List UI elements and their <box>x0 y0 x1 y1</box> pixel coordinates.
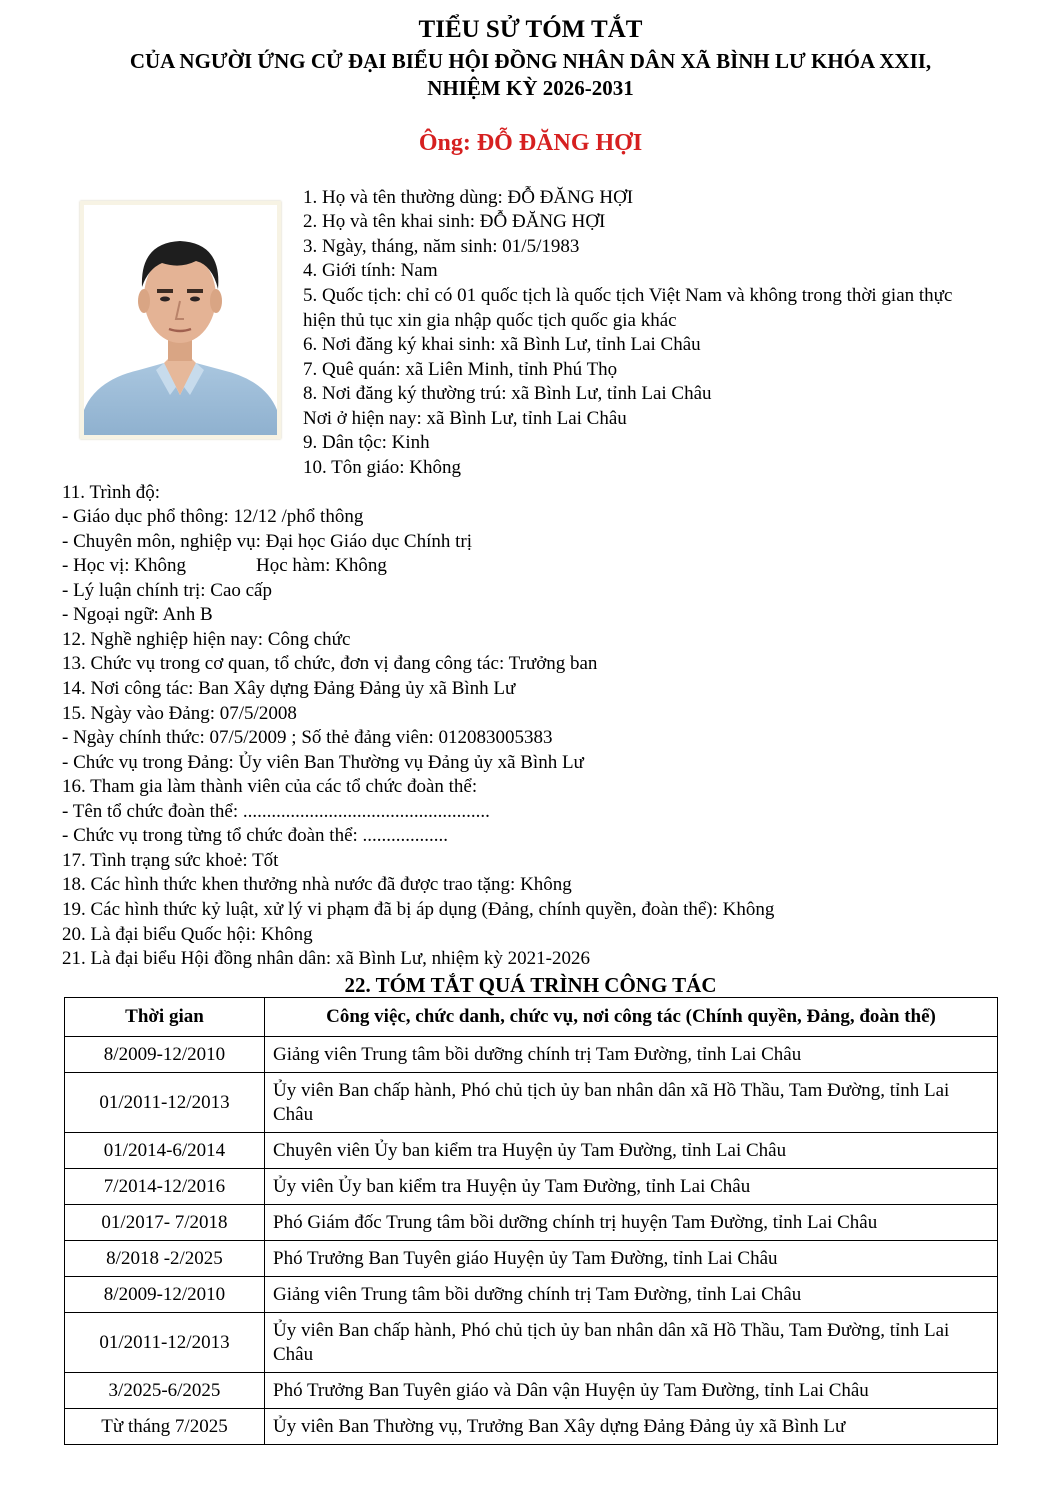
info-national-assembly: 20. Là đại biểu Quốc hội: Không <box>62 924 313 945</box>
info-party-join-date: 15. Ngày vào Đảng: 07/5/2008 <box>62 703 297 724</box>
info-foreign-language: - Ngoại ngữ: Anh B <box>62 604 213 625</box>
info-workplace: 14. Nơi công tác: Ban Xây dựng Đảng Đảng ủy xã Bình Lư <box>62 678 516 699</box>
info-current-residence: Nơi ở hiện nay: xã Bình Lư, tỉnh Lai Châu <box>303 408 627 429</box>
table-row <box>65 1313 998 1373</box>
table-row <box>65 1037 998 1073</box>
info-gender: 4. Giới tính: Nam <box>303 260 438 281</box>
table-row <box>65 1241 998 1277</box>
row-time: 01/2014-6/2014 <box>65 1133 265 1169</box>
row-time: 8/2009-12/2010 <box>65 1037 265 1073</box>
row-work: Phó Giám đốc Trung tâm bồi dưỡng chính trị huyện Tam Đường, tỉnh Lai Châu <box>265 1205 998 1241</box>
info-political-theory: - Lý luận chính trị: Cao cấp <box>62 580 272 601</box>
info-nationality: 5. Quốc tịch: chỉ có 01 quốc tịch là quốc tịch Việt Nam và không trong thời gian thực <box>303 285 953 306</box>
info-academic-title: Học hàm: Không <box>256 555 387 576</box>
info-organization-position: - Chức vụ trong từng tổ chức đoàn thể: .................. <box>62 825 449 846</box>
info-organizations-header: 16. Tham gia làm thành viên của các tổ chức đoàn thể: <box>62 776 478 797</box>
info-birth-registration: 6. Nơi đăng ký khai sinh: xã Bình Lư, tỉnh Lai Châu <box>303 334 701 355</box>
info-party-position: - Chức vụ trong Đảng: Ủy viên Ban Thường vụ Đảng ủy xã Bình Lư <box>62 752 584 773</box>
table-row <box>65 1073 998 1133</box>
row-work: Ủy viên Ủy ban kiểm tra Huyện ủy Tam Đường, tỉnh Lai Châu <box>265 1169 998 1205</box>
info-education-header: 11. Trình độ: <box>62 482 161 503</box>
row-time: 01/2011-12/2013 <box>65 1313 265 1373</box>
row-work: Giảng viên Trung tâm bồi dưỡng chính trị Tam Đường, tỉnh Lai Châu <box>265 1277 998 1313</box>
doc-term: NHIỆM KỲ 2026-2031 <box>427 76 634 100</box>
info-degree <box>62 554 387 578</box>
info-specialization: - Chuyên môn, nghiệp vụ: Đại học Giáo dục Chính trị <box>62 531 473 552</box>
doc-title: TIỂU SỬ TÓM TẮT <box>418 16 643 43</box>
info-birth-name: 2. Họ và tên khai sinh: ĐỖ ĐĂNG HỢI <box>303 211 606 232</box>
info-awards: 18. Các hình thức khen thưởng nhà nước đã được trao tặng: Không <box>62 874 572 895</box>
row-work: Ủy viên Ban Thường vụ, Trưởng Ban Xây dựng Đảng Đảng ủy xã Bình Lư <box>265 1409 998 1445</box>
row-time: 8/2018 -2/2025 <box>65 1241 265 1277</box>
career-table <box>64 997 998 1445</box>
row-time: 7/2014-12/2016 <box>65 1169 265 1205</box>
row-work: Phó Trưởng Ban Tuyên giáo Huyện ủy Tam Đường, tỉnh Lai Châu <box>265 1241 998 1277</box>
row-work: Phó Trưởng Ban Tuyên giáo và Dân vận Huyện ủy Tam Đường, tỉnh Lai Châu <box>265 1373 998 1409</box>
table-row <box>65 1205 998 1241</box>
candidate-photo <box>80 201 281 439</box>
info-organization-name: - Tên tổ chức đoàn thể: .................................................... <box>62 801 490 822</box>
row-work: Ủy viên Ban chấp hành, Phó chủ tịch ủy ban nhân dân xã Hồ Thầu, Tam Đường, tỉnh Lai Châu <box>265 1313 998 1373</box>
info-hometown: 7. Quê quán: xã Liên Minh, tỉnh Phú Thọ <box>303 359 618 380</box>
info-party-official-date: - Ngày chính thức: 07/5/2009 ; Số thẻ đảng viên: 012083005383 <box>62 727 553 748</box>
table-row <box>65 1169 998 1205</box>
row-work: Giảng viên Trung tâm bồi dưỡng chính trị Tam Đường, tỉnh Lai Châu <box>265 1037 998 1073</box>
row-work: Ủy viên Ban chấp hành, Phó chủ tịch ủy ban nhân dân xã Hồ Thầu, Tam Đường, tỉnh Lai Châu <box>265 1073 998 1133</box>
info-council-member: 21. Là đại biểu Hội đồng nhân dân: xã Bình Lư, nhiệm kỳ 2021-2026 <box>62 948 590 969</box>
info-academic-degree: - Học vị: Không <box>62 555 187 576</box>
table-row <box>65 1277 998 1313</box>
row-time: 8/2009-12/2010 <box>65 1277 265 1313</box>
info-general-education: - Giáo dục phổ thông: 12/12 /phổ thông <box>62 506 364 527</box>
info-religion: 10. Tôn giáo: Không <box>303 457 461 478</box>
info-permanent-residence: 8. Nơi đăng ký thường trú: xã Bình Lư, tỉnh Lai Châu <box>303 383 712 404</box>
row-work: Chuyên viên Ủy ban kiểm tra Huyện ủy Tam Đường, tỉnh Lai Châu <box>265 1133 998 1169</box>
row-time: 01/2017- 7/2018 <box>65 1205 265 1241</box>
doc-subtitle: CỦA NGƯỜI ỨNG CỬ ĐẠI BIỂU HỘI ĐỒNG NHÂN DÂN XÃ BÌNH LƯ KHÓA XXII, <box>129 49 932 73</box>
info-position: 13. Chức vụ trong cơ quan, tổ chức, đơn vị đang công tác: Trưởng ban <box>62 653 598 674</box>
info-discipline: 19. Các hình thức kỷ luật, xử lý vi phạm đã bị áp dụng (Đảng, chính quyền, đoàn thể): Không <box>62 899 775 920</box>
table-row <box>65 1373 998 1409</box>
table-row <box>65 1133 998 1169</box>
table-row <box>65 1409 998 1445</box>
info-common-name: 1. Họ và tên thường dùng: ĐỖ ĐĂNG HỢI <box>303 187 634 208</box>
row-time: Từ tháng 7/2025 <box>65 1409 265 1445</box>
career-table-title: 22. TÓM TẮT QUÁ TRÌNH CÔNG TÁC <box>344 973 717 997</box>
candidate-name: Ông: ĐỖ ĐĂNG HỢI <box>418 130 643 156</box>
info-nationality-cont: hiện thủ tục xin gia nhập quốc tịch quốc gia khác <box>303 310 677 331</box>
row-time: 01/2011-12/2013 <box>65 1073 265 1133</box>
career-table-header <box>65 998 998 1037</box>
row-time: 3/2025-6/2025 <box>65 1373 265 1409</box>
col-time-header: Thời gian <box>65 998 265 1037</box>
info-health: 17. Tình trạng sức khoẻ: Tốt <box>62 850 279 871</box>
info-birthdate: 3. Ngày, tháng, năm sinh: 01/5/1983 <box>303 236 580 257</box>
col-work-header: Công việc, chức danh, chức vụ, nơi công tác (Chính quyền, Đảng, đoàn thể) <box>265 998 998 1037</box>
info-occupation: 12. Nghề nghiệp hiện nay: Công chức <box>62 629 351 650</box>
info-ethnicity: 9. Dân tộc: Kinh <box>303 432 430 453</box>
